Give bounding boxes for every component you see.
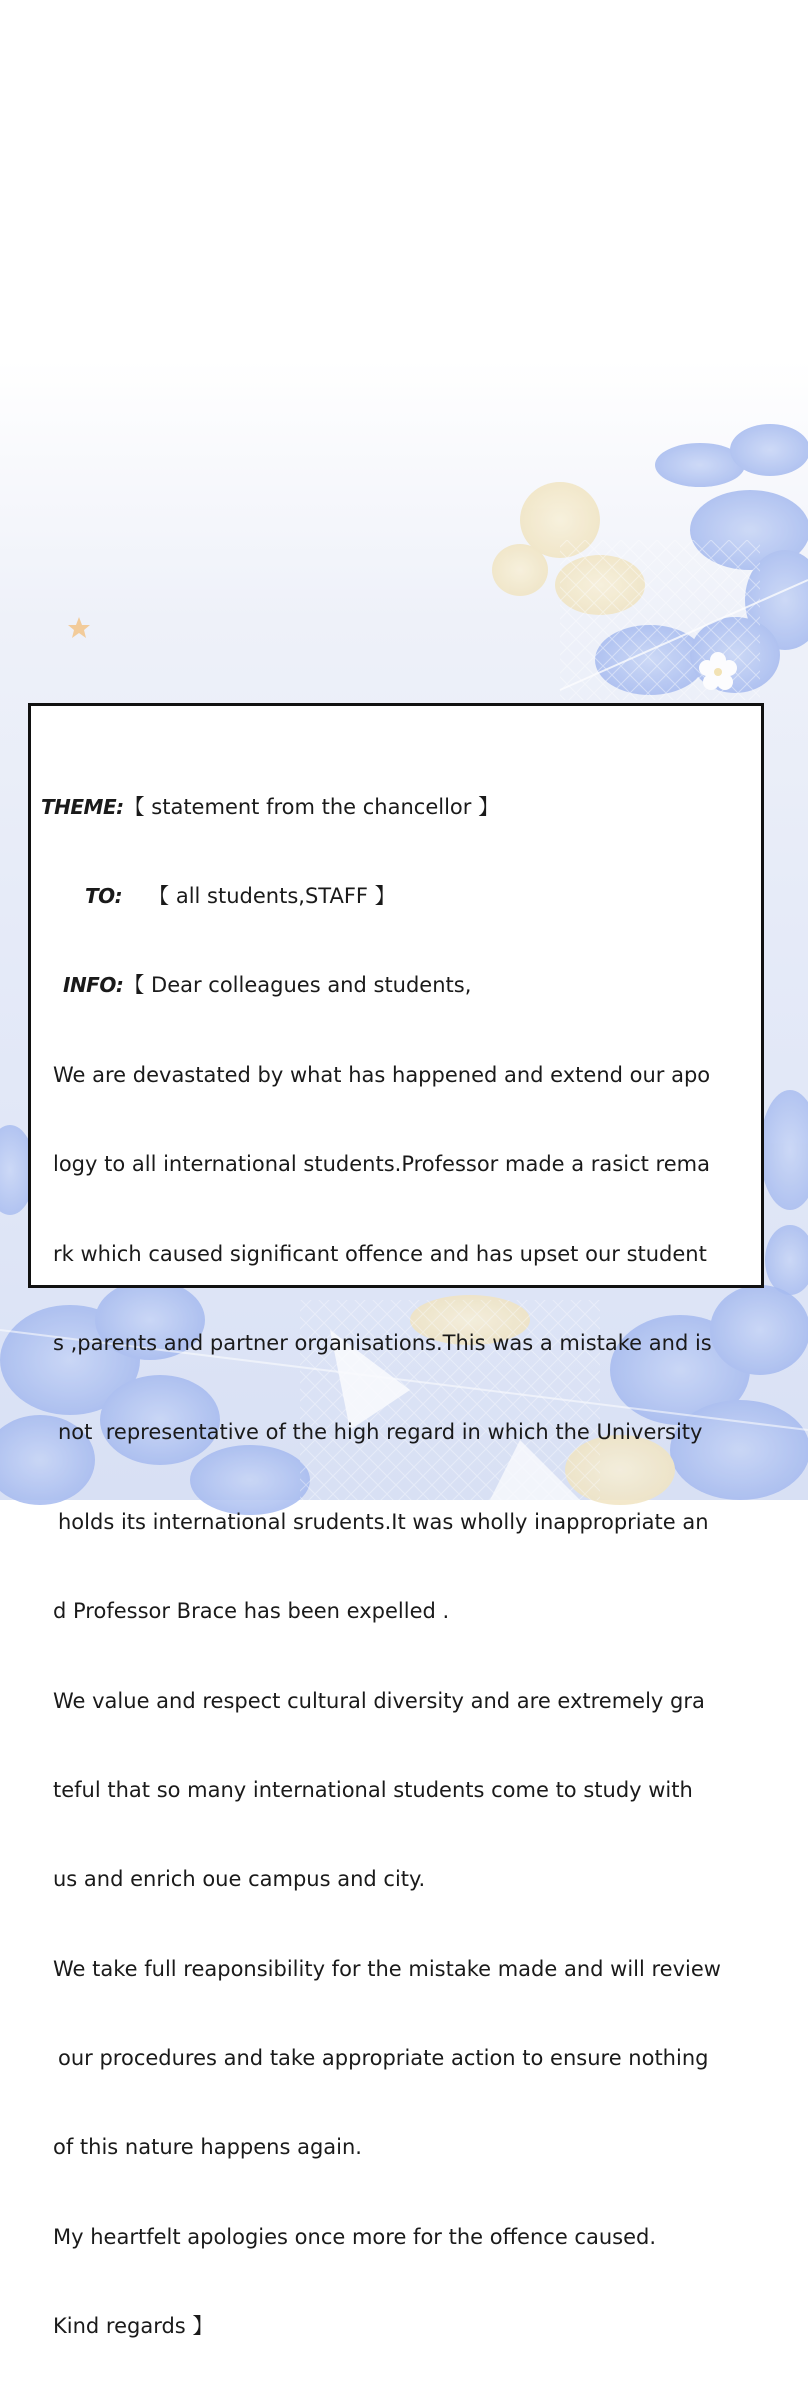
body-line: d Professor Brace has been expelled . xyxy=(53,1599,450,1624)
body-line: our procedures and take appropriate action to ensure nothing xyxy=(58,2046,709,2071)
body-line: We are devastated by what has happened and extend our apo xyxy=(53,1062,711,1087)
body-line: We value and respect cultural diversity and are extremely gra xyxy=(53,1688,705,1713)
body-line: logy to all international students.Professor made a rasict rema xyxy=(53,1152,710,1177)
info-line xyxy=(41,971,743,1001)
body-line: of this nature happens again. xyxy=(53,2135,362,2160)
body-line: teful that so many international students come to study with xyxy=(53,1777,693,1802)
theme-value: 【 statement from the chancellor 】 xyxy=(123,794,500,819)
body-line: us and enrich oue campus and city. xyxy=(53,1867,426,1892)
theme-label: THEME: xyxy=(41,794,124,819)
body-line: s ,parents and partner organisations.This was a mistake and is xyxy=(53,1330,712,1355)
sign-off-line: Kind regards 】 xyxy=(53,2314,214,2339)
to-value: 【 all students,STAFF 】 xyxy=(148,883,396,908)
flower-decoration xyxy=(492,424,808,700)
info-greeting: 【 Dear colleagues and students, xyxy=(123,973,472,998)
to-line xyxy=(41,882,743,912)
info-label: INFO: xyxy=(63,973,124,998)
star-icon xyxy=(68,617,90,638)
body-line: holds its international srudents.It was wholly inappropriate an xyxy=(58,1509,709,1534)
body-line: We take full reaponsibility for the mistake made and will review xyxy=(53,1956,721,1981)
body-line: My heartfelt apologies once more for the offence caused. xyxy=(53,2224,657,2249)
theme-line xyxy=(41,793,743,823)
body-line: rk which caused significant offence and has upset our student xyxy=(53,1241,707,1266)
body-line: not representative of the high regard in which the University xyxy=(58,1420,703,1445)
to-label: TO: xyxy=(85,883,123,908)
chancellor-statement-box xyxy=(28,703,764,2339)
